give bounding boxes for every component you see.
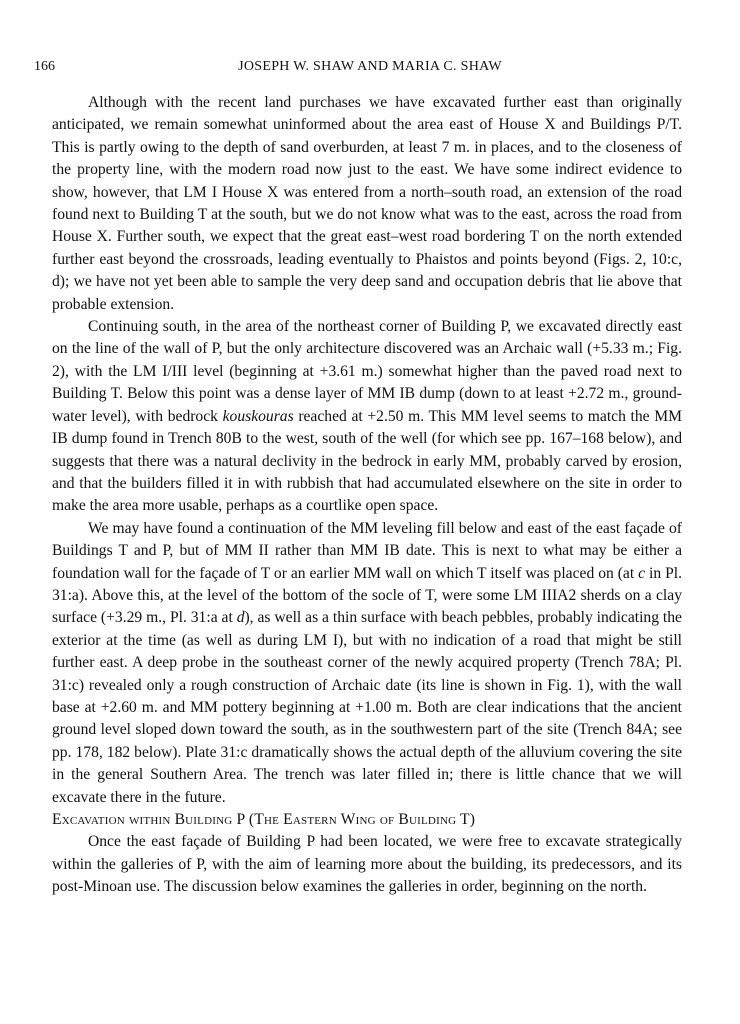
italic-term: c bbox=[638, 564, 646, 582]
paragraph-text: reached at +2.50 m. This MM level seems to match the MM IB dump found in Trench 80B to the west, south of the well (for which see pp. 167–168 below), and suggests that there was a natural declivity in the bedrock in early MM, probably carved by erosion, and that the builders filled it in with rubbish that had accumulated elsewhere on the site in order to make the area more usable, perhaps as a courtlike open space. bbox=[52, 407, 682, 515]
paragraph-text: in Pl. 31:a). Above this, at the level of the bottom of the socle of T, were some LM IIIA2 sherds on a clay surface (+3.29 m., Pl. 31:a at bbox=[52, 564, 682, 627]
body-text bbox=[52, 92, 682, 899]
paragraph-text: ), as well as a thin surface with beach pebbles, probably indicating the exterior at the time (as well as during LM I), but with no indication of a road that might be still further east. A deep probe in the southeast corner of the newly acquired property (Trench 78A; Pl. 31:c) revealed only a rough construction of Archaic date (its line is shown in Fig. 1), with the wall base at +2.60 m. and MM pottery beginning at +1.00 m. Both are clear indications that the ancient ground level sloped down toward the south, as in the southwestern part of the site (Trench 84A; see pp. 178, 182 below). Plate 31:c dramatically shows the actual depth of the alluvium covering the site in the general Southern Area. The trench was later filled in; there is little chance that we will excavate there in the future. bbox=[52, 609, 682, 806]
page-number: 166 bbox=[34, 59, 55, 74]
paragraph bbox=[52, 316, 682, 518]
paragraph: Although with the recent land purchases we have excavated further east than originally anticipated, we remain somewhat uninformed about the area east of House X and Buildings P/T. This is partly owing to the depth of sand overburden, at least 7 m. in places, and to the closeness of the property line, with the modern road now just to the east. We have some indirect evidence to show, however, that LM I House X was entered from a north–south road, an extension of the road found next to Building T at the south, but we do not know what was to the east, across the road from House X. Further south, we expect that the great east–west road bordering T on the north extended further east beyond the crossroads, leading eventually to Phaistos and points beyond (Figs. 2, 10:c, d); we have not yet been able to sample the very deep sand and occupation debris that lie above that probable extension. bbox=[52, 94, 682, 313]
paragraph bbox=[52, 518, 682, 809]
italic-term: d bbox=[236, 609, 245, 627]
page-header bbox=[34, 57, 706, 77]
running-head: JOSEPH W. SHAW AND MARIA C. SHAW bbox=[238, 59, 502, 74]
paragraph-text: We may have found a continuation of the MM leveling fill below and east of the east façade of Buildings T and P, but of MM II rather than MM IB date. This is next to what may be either a foundation wall for the façade of T or an earlier MM wall on which T itself was placed on (at bbox=[52, 519, 682, 582]
paragraph-text: Continuing south, in the area of the northeast corner of Building P, we excavated directly east on the line of the wall of P, but the only architecture discovered was an Archaic wall (+5.33 m.; Fig. 2), with the LM I/III level (beginning at +3.61 m.) somewhat higher than the paved road next to Building T. Below this point was a dense layer of MM IB dump (down to at least +2.72 m., ground-water level), with bedrock bbox=[52, 318, 682, 425]
italic-term: kouskouras bbox=[222, 407, 294, 425]
section-heading: Excavation within Building P (The Eastern Wing of Building T) bbox=[52, 811, 476, 828]
paragraph: Once the east façade of Building P had been located, we were free to excavate strategically within the galleries of P, with the aim of learning more about the building, its predecessors, and its post-Minoan use. The discussion below examines the galleries in order, beginning on the north. bbox=[52, 833, 682, 896]
